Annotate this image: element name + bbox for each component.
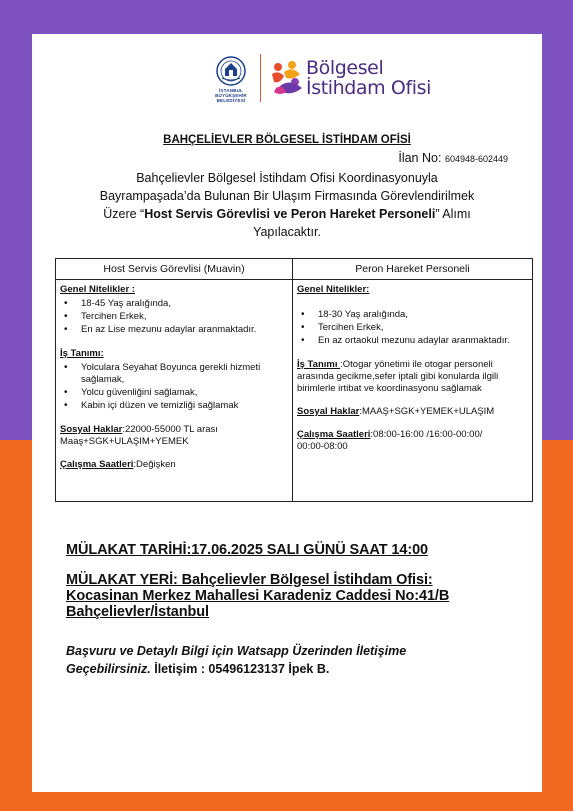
- left-qual-list: [60, 298, 288, 336]
- ibb-text-line1: İSTANBUL: [218, 88, 243, 93]
- list-item: • En az ortaokul mezunu adaylar aranmaktadır.: [297, 335, 528, 347]
- ibb-logo: [208, 54, 254, 116]
- ilan-label: İlan No:: [398, 151, 442, 165]
- left-qual-title: Genel Nitelikler :: [60, 284, 135, 295]
- interview-place-line3: Bahçelievler/İstanbul: [66, 604, 209, 620]
- left-duty-list: [60, 362, 288, 412]
- intro-line3: [52, 205, 522, 223]
- list-item: • Kabin içi düzen ve temizliği sağlamak: [60, 400, 288, 412]
- intro-paragraph: [52, 169, 522, 241]
- bio-logo-line1: Bölgesel: [306, 57, 384, 79]
- right-qual-list: [297, 309, 528, 347]
- bio-logo-line2: İstihdam Ofisi: [306, 77, 432, 99]
- intro-line3-pre: Üzere “: [103, 207, 145, 221]
- right-rights-value: :MAAŞ+SGK+YEMEK+ULAŞIM: [359, 406, 495, 417]
- right-rights: [297, 406, 528, 418]
- intro-line1: Bahçelievler Bölgesel İstihdam Ofisi Koordinasyonuyla: [136, 171, 438, 185]
- intro-line3-post: ” Alımı: [435, 207, 471, 221]
- ilan-number-row: [398, 151, 508, 165]
- left-rights: [60, 424, 288, 436]
- intro-line4: Yapılacaktır.: [253, 225, 321, 239]
- right-rights-title: Sosyal Haklar: [297, 406, 360, 417]
- intro-positions: Host Servis Görevlisi ve Peron Hareket Personeli: [144, 207, 436, 221]
- right-column-header: Peron Hareket Personeli: [293, 259, 533, 280]
- list-item: • Yolcu güvenliğini sağlamak,: [60, 387, 288, 399]
- contact-info: [66, 642, 506, 678]
- interview-date: MÜLAKAT TARİHİ:17.06.2025 SALI GÜNÜ SAAT 14:00: [66, 542, 428, 558]
- list-item: • Tercihen Erkek,: [60, 311, 288, 323]
- contact-line1: Başvuru ve Detaylı Bilgi için Watsapp Üzerinden İletişime: [66, 644, 407, 658]
- contact-line2-italic: Geçebilirsiniz.: [66, 662, 151, 676]
- left-duty-title: İş Tanımı:: [60, 348, 104, 359]
- contact-phone: İletişim : 05496123137 İpek B.: [150, 662, 330, 676]
- ilan-number: 604948-602449: [444, 154, 508, 164]
- left-hours-title: Çalışma Saatleri: [60, 459, 134, 470]
- left-rights-value: :22000-55000 TL arası: [122, 424, 218, 435]
- office-title: BAHÇELİEVLER BÖLGESEL İSTİHDAM OFİSİ: [163, 134, 411, 146]
- list-item: • 18-45 Yaş aralığında,: [60, 298, 288, 310]
- interview-place-line1: MÜLAKAT YERİ: Bahçelievler Bölgesel İstihdam Ofisi:: [66, 572, 433, 588]
- positions-table: [55, 258, 533, 502]
- ibb-emblem-icon: [216, 54, 246, 88]
- list-item: • 18-30 Yaş aralığında,: [297, 309, 528, 321]
- right-hours-value: :08:00-16:00 /16:00-00:00/: [370, 429, 483, 440]
- list-item: • Tercihen Erkek,: [297, 322, 528, 334]
- right-hours: [297, 429, 528, 441]
- right-qual-title: Genel Nitelikler:: [297, 284, 370, 295]
- announcement-sheet: [32, 34, 542, 792]
- contact-line2: [66, 660, 506, 678]
- ibb-text-line2: BÜYÜKŞEHİR: [215, 93, 247, 98]
- intro-line2: Bayrampaşada’da Bulunan Bir Ulaşım Firmasında Görevlendirilmek: [99, 189, 475, 203]
- right-hours-title: Çalışma Saatleri: [297, 429, 371, 440]
- left-column-header: Host Servis Görevlisi (Muavin): [56, 259, 293, 280]
- ibb-text-line3: BELEDİYESİ: [216, 98, 246, 103]
- right-duty-title: İş Tanımı: [297, 359, 341, 370]
- left-hours: [60, 459, 288, 471]
- interview-place: [66, 572, 521, 620]
- left-rights-line2: Maaş+SGK+ULAŞIM+YEMEK: [60, 436, 189, 447]
- interview-place-line2: Kocasinan Merkez Mahallesi Karadeniz Caddesi No:41/B: [66, 588, 450, 604]
- logo-divider: [260, 54, 261, 102]
- left-rights-title: Sosyal Haklar: [60, 424, 123, 435]
- bio-figures-icon: [268, 58, 306, 98]
- peron-hareket-cell: [293, 280, 533, 502]
- list-item: • Yolculara Seyahat Boyunca gerekli hizmeti sağlamak,: [60, 362, 288, 386]
- bolgesel-istihdam-logo: [268, 54, 438, 106]
- host-servis-cell: [56, 280, 293, 502]
- left-hours-value: :Değişken: [133, 459, 176, 470]
- right-duty: [297, 359, 528, 395]
- list-item: • En az Lise mezunu adaylar aranmaktadır.: [60, 324, 288, 336]
- right-hours-line2: 00:00-08:00: [297, 441, 348, 452]
- right-duty-value: :Otogar yönetimi ile otogar personeli arasında gecikme,sefer iptali gibi konularda ilgili birimlerle irtibat ve koordinasyonu sağlamak: [297, 359, 499, 394]
